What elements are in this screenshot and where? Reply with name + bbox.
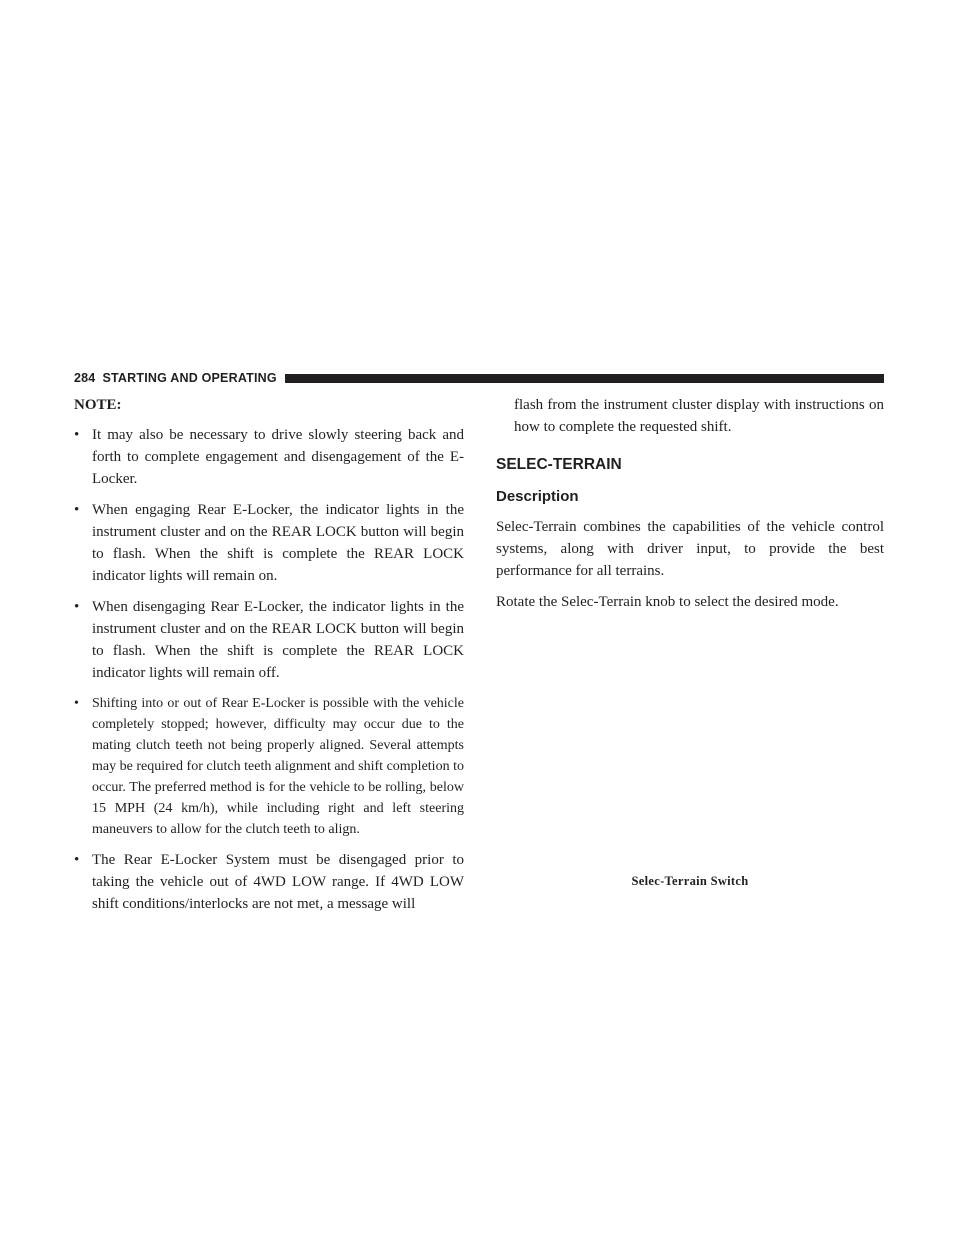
list-item <box>74 693 464 840</box>
list-item <box>74 596 464 684</box>
list-item <box>74 499 464 587</box>
bullet-icon: • <box>74 502 80 518</box>
header-rule <box>285 374 884 383</box>
list-item <box>74 424 464 490</box>
bullet-text: Shifting into or out of Rear E-Locker is possible with the vehicle completely stopped; however, difficulty may occur due to the mating clutch teeth not being properly aligned. Several attempts may be required for clutch teeth alignment and shift completion to occur. The preferred method is for the vehicle to be rolling, below 15 MPH (24 km/h), while including right and left steering maneuvers to allow for the clutch teeth to align. <box>92 696 464 837</box>
bullet-icon: • <box>74 696 79 711</box>
section-heading: SELEC-TERRAIN <box>496 456 622 473</box>
bullet-icon: • <box>74 427 80 443</box>
figure-caption: Selec-Terrain Switch <box>631 874 749 888</box>
description-paragraph: Selec-Terrain combines the capabilities of the vehicle control systems, along with driver input, to provide the best performance for all terrains. <box>496 519 884 579</box>
note-label: NOTE: <box>74 397 122 413</box>
bullet-text: It may also be necessary to drive slowly steering back and forth to complete engagement and disengagement of the E-Locker. <box>92 427 464 487</box>
bullet-text: The Rear E-Locker System must be disengaged prior to taking the vehicle out of 4WD LOW range. If 4WD LOW shift conditions/interlocks are not met, a message will <box>92 852 464 912</box>
left-column <box>74 394 464 924</box>
selec-terrain-switch-figure <box>496 622 884 868</box>
page-number: 284 <box>74 371 96 385</box>
bullet-icon: • <box>74 599 80 615</box>
bullet-text: When disengaging Rear E-Locker, the indicator lights in the instrument cluster and on the REAR LOCK button will begin to flash. When the shift is complete the REAR LOCK indicator lights will remain off. <box>92 599 464 681</box>
subsection-heading: Description <box>496 488 579 505</box>
list-item <box>74 849 464 915</box>
right-column <box>496 394 884 889</box>
bullet-text: When engaging Rear E-Locker, the indicator lights in the instrument cluster and on the REAR LOCK button will begin to flash. When the shift is complete the REAR LOCK indicator lights will remain on. <box>92 502 464 584</box>
section-title: STARTING AND OPERATING <box>102 371 277 385</box>
bullet-icon: • <box>74 852 80 868</box>
note-bullet-list <box>74 424 464 915</box>
continued-bullet-text: flash from the instrument cluster display with instructions on how to complete the requested shift. <box>514 397 884 435</box>
page-header <box>74 370 884 386</box>
instruction-paragraph: Rotate the Selec-Terrain knob to select the desired mode. <box>496 594 839 610</box>
